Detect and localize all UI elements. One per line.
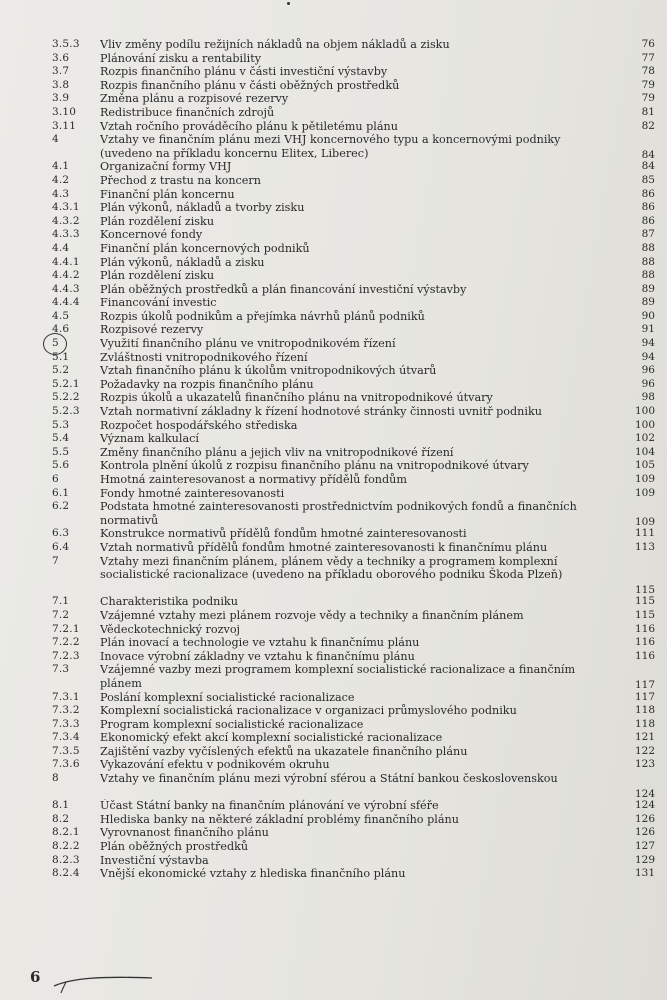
toc-entry-title: Plán rozdělení zisku [100,269,215,283]
toc-entry-number: 7.3.2 [52,704,80,717]
toc-entry [0,174,667,188]
toc-entry-number: 5.2.3 [52,405,80,418]
toc-entry-page: 87 [641,228,655,241]
toc-entry-number: 6.2 [52,500,70,513]
toc-entry-page: 115 [634,595,655,608]
toc-entry-number: 5.1 [52,350,70,363]
toc-entry-number: 8.2.3 [52,853,80,866]
toc-entry-number: 7.3 [52,663,70,676]
toc-entry-page: 82 [641,119,655,132]
toc-entry [0,228,667,242]
toc-entry-title: Vztah normativů přídělů fondům hmotné zainteresovanosti k finančnímu plánu [100,540,548,554]
toc-entry-title: Plánování zisku a rentability [100,51,262,65]
toc-entry-number: 7.1 [52,595,70,608]
toc-entry [0,867,667,881]
toc-entry-number: 4.6 [52,323,70,336]
toc-entry [0,215,667,229]
toc-entry-title: Charakteristika podniku [100,595,238,609]
toc-entry [0,52,667,66]
toc-entry-number: 6 [52,473,59,485]
top-mark [287,2,290,5]
toc-entry-page: 86 [641,187,655,200]
toc-entry-number: 7.3.6 [52,758,80,771]
toc-entry [0,79,667,93]
toc-entry [0,758,667,772]
toc-entry-page: 121 [634,731,655,744]
toc-entry-title: Financování investic [100,296,217,310]
toc-entry [0,609,667,623]
toc-entry-page: 96 [641,364,655,377]
toc-entry-title: Význam kalkulací [100,432,199,446]
toc-entry [0,718,667,732]
toc-entry-title: Zajištění vazby vyčíslených efektů na ukazatele finančního plánu [100,744,468,758]
toc-entry-number: 7.3.4 [52,731,80,744]
toc-entry-number: 8.2.1 [52,826,80,839]
toc-entry-number: 8 [52,772,59,785]
toc-entry-number: 4.4 [52,241,70,254]
toc-entry [0,446,667,460]
toc-entry-title: Zvláštnosti vnitropodnikového řízení [100,350,308,364]
toc-entry-page: 78 [641,65,655,78]
toc-entry-title: Fondy hmotné zainteresovanosti [100,486,285,500]
toc-entry-number: 4.4.1 [52,255,80,268]
toc-entry-page: 118 [634,717,655,730]
toc-entry-page: 90 [641,309,655,322]
toc-entry-title: Plán oběžných prostředků [100,840,249,854]
toc-entry-title: Konstrukce normativů přídělů fondům hmotné zainteresovanosti [100,527,467,541]
toc-entry-number: 8.1 [52,799,70,812]
toc-entry [0,419,667,433]
toc-entry-number: 3.11 [52,119,77,132]
toc-entry-page: 88 [641,241,655,254]
toc-entry-number: 3.10 [52,105,77,118]
toc-entry-title: Změna plánu a rozpisové rezervy [100,92,289,106]
toc-entry-title: Rozpočet hospodářského střediska [100,418,298,432]
toc-entry-page: 127 [634,840,655,853]
toc-entry-title: Podstata hmotné zainteresovanosti prostřednictvím podnikových fondů a finančních normativů [100,500,577,527]
toc-entry-number: 6.1 [52,486,70,499]
toc-entry-title: Změny finančního plánu a jejich vliv na vnitropodnikové řízení [100,445,454,459]
toc-entry-number: 4.3.3 [52,228,80,241]
toc-entry-title: Rozpis finančního plánu v části oběžných prostředků [100,78,400,92]
toc-entry-title: Finanční plán koncernu [100,187,235,201]
toc-entry [0,242,667,256]
toc-entry-number: 5 [52,337,59,350]
toc-entry [0,541,667,555]
toc-entry-number: 6.4 [52,540,70,553]
toc-entry-page: 88 [641,269,655,282]
toc-entry-number: 7 [52,554,59,567]
toc-entry-title: Přechod z trastu na koncern [100,173,261,187]
toc-entry-number: 4.3 [52,187,70,200]
toc-entry-page: 100 [634,418,655,431]
toc-entry-title: Účast Státní banky na finančním plánování ve výrobní sféře [100,799,439,813]
toc-entry-page: 105 [634,459,655,472]
toc-entry-page: 124 [634,787,655,800]
toc-entry-title: Redistribuce finančních zdrojů [100,105,275,119]
toc-entry-title: Požadavky na rozpis finančního plánu [100,377,314,391]
toc-entry-page: 109 [634,486,655,499]
toc-entry-number: 4 [52,133,59,146]
toc-entry-number: 7.2 [52,608,70,621]
toc-entry-title: Plán rozdělení zisku [100,214,215,228]
toc-entry-number: 7.3.5 [52,744,80,757]
toc-entry-page: 117 [634,678,655,691]
toc-entry-page: 123 [634,758,655,771]
toc-entry-number: 5.2.2 [52,391,80,404]
toc-entry-title: Program komplexní socialistické racionalizace [100,717,364,731]
toc-entry-page: 115 [634,608,655,621]
toc-entry-title: Vztahy mezi finančním plánem, plánem vědy a techniky a programem komplexní socialistické racionalizace (uvedeno na příkladu oborového podniku Škoda Plzeň) [100,554,563,582]
toc-entry [0,840,667,854]
toc-entry-number: 5.2.1 [52,377,80,390]
toc-entry-page: 84 [641,160,655,173]
toc-entry [0,378,667,392]
toc-entry-page: 118 [634,704,655,717]
toc-entry-title: Vztah ročního prováděcího plánu k pětiletému plánu [100,119,398,133]
toc-entry [0,663,667,690]
toc-entry [0,500,667,527]
toc-entry [0,555,667,596]
toc-entry-page: 115 [634,583,655,596]
toc-entry [0,704,667,718]
toc-entry [0,595,667,609]
toc-entry-page: 88 [641,255,655,268]
toc-entry [0,65,667,79]
toc-entry-page: 89 [641,282,655,295]
toc-entry-title: Plán inovací a technologie ve vztahu k finančnímu plánu [100,636,420,650]
toc-entry-number: 7.3.1 [52,690,80,703]
toc-entry-number: 4.3.2 [52,214,80,227]
toc-entry-page: 126 [634,812,655,825]
toc-entry [0,310,667,324]
toc-entry-page: 94 [641,337,655,350]
toc-entry [0,799,667,813]
toc-entry-number: 4.2 [52,173,70,186]
toc-entry [0,201,667,215]
toc-entry-title: Koncernové fondy [100,228,203,242]
toc-entry-page: 117 [634,690,655,703]
toc-entry-title: Hmotná zainteresovanost a normativy přídělů fondům [100,473,407,486]
toc-entry-page: 116 [634,622,655,635]
toc-entry [0,160,667,174]
toc-entry [0,772,667,799]
page-number: 6 [30,968,41,986]
toc-entry [0,623,667,637]
toc-entry-number: 8.2.2 [52,840,80,853]
toc-entry-page: 113 [634,540,655,553]
toc-entry [0,487,667,501]
toc-entry-number: 4.5 [52,309,70,322]
toc-entry-page: 122 [634,744,655,757]
toc-entry-title: Vědeckotechnický rozvoj [100,622,241,636]
toc-entry-title: Vliv změny podílu režijních nákladů na objem nákladů a zisku [100,38,450,51]
toc-entry [0,745,667,759]
toc-entry-page: 98 [641,391,655,404]
toc-entry-title: Vzájemné vazby mezi programem komplexní socialistické racionalizace a finančním plánem [100,663,576,690]
toc-entry-page: 104 [634,445,655,458]
toc-entry-page: 124 [634,799,655,812]
toc-entry [0,351,667,365]
toc-entry [0,650,667,664]
toc-entry [0,391,667,405]
toc-entry-title: Vyrovnanost finančního plánu [100,826,269,840]
toc-entry-title: Vnější ekonomické vztahy z hlediska finančního plánu [100,867,406,881]
toc-entry-number: 4.4.2 [52,269,80,282]
toc-entry-number: 5.2 [52,364,70,377]
toc-entry-page: 116 [634,636,655,649]
toc-entry-page: 111 [634,527,655,540]
toc-entry-page: 79 [641,78,655,91]
toc-entry [0,337,667,351]
toc-entry-page: 86 [641,214,655,227]
toc-entry-title: Vykazování efektu v podnikovém okruhu [100,758,330,772]
toc-entry-number: 5.3 [52,418,70,431]
toc-entry-page: 96 [641,377,655,390]
toc-entry [0,854,667,868]
toc-entry-page: 81 [641,105,655,118]
toc-entry-number: 4.4.4 [52,296,80,309]
toc-entry-number: 7.3.3 [52,717,80,730]
toc-entry-title: Rozpis úkolů a ukazatelů finančního plánu na vnitropodnikové útvary [100,391,493,405]
toc-entry [0,527,667,541]
toc-entry-number: 3.8 [52,78,70,91]
toc-entry-title: Rozpis finančního plánu v části investiční výstavby [100,65,388,79]
toc-entry [0,473,667,487]
toc-entry-page: 102 [634,432,655,445]
toc-entry-page: 79 [641,92,655,105]
table-of-contents [0,38,667,881]
toc-entry-title: Plán výkonů, nákladů a tvorby zisku [100,201,305,215]
toc-entry-number: 3.9 [52,92,70,105]
toc-entry-number: 7.2.1 [52,622,80,635]
toc-entry-page: 109 [634,515,655,528]
toc-entry-page: 100 [634,405,655,418]
toc-entry-title: Investiční výstavba [100,853,209,867]
toc-entry [0,38,667,52]
toc-entry [0,813,667,827]
toc-entry-page: 94 [641,350,655,363]
toc-entry-title: Rozpisové rezervy [100,323,204,337]
toc-entry-page: 129 [634,853,655,866]
toc-entry-page: 84 [641,148,655,161]
toc-entry [0,133,667,160]
toc-entry-title: Plán oběžných prostředků a plán financování investiční výstavby [100,282,467,296]
toc-entry-number: 6.3 [52,527,70,540]
toc-entry [0,283,667,297]
toc-entry-title: Vztah normativní základny k řízení hodnotové stránky činnosti uvnitř podniku [100,405,542,419]
toc-entry-number: 4.3.1 [52,201,80,214]
toc-entry [0,188,667,202]
toc-entry-number: 3.5.3 [52,38,80,50]
toc-entry-page: 91 [641,323,655,336]
toc-entry-number: 3.7 [52,65,70,78]
toc-entry [0,92,667,106]
toc-entry-page: 116 [634,649,655,662]
handwritten-stroke-icon [52,972,162,994]
toc-entry-title: Inovace výrobní základny ve vztahu k finančnímu plánu [100,649,415,663]
toc-entry-number: 5.4 [52,432,70,445]
toc-entry [0,826,667,840]
toc-entry-title: Hlediska banky na některé základní problémy finančního plánu [100,812,459,826]
toc-entry [0,323,667,337]
toc-entry-title: Komplexní socialistická racionalizace v organizaci průmyslového podniku [100,704,517,718]
toc-entry [0,296,667,310]
toc-entry-page: 86 [641,201,655,214]
toc-entry-page: 126 [634,826,655,839]
toc-entry-number: 7.2.3 [52,649,80,662]
toc-entry-number: 5.5 [52,445,70,458]
toc-entry [0,120,667,134]
toc-entry-title: Vztahy ve finančním plánu mezi VHJ koncernového typu a koncernovými podniky (uvedeno na příkladu koncernu Elitex, Liberec) [100,133,561,160]
toc-entry-title: Vztah finančního plánu k úkolům vnitropodnikových útvarů [100,364,437,378]
toc-entry-title: Vzájemné vztahy mezi plánem rozvoje vědy a techniky a finančním plánem [100,608,524,622]
toc-entry [0,106,667,120]
toc-entry-number: 4.1 [52,160,70,173]
toc-entry [0,364,667,378]
toc-entry [0,432,667,446]
toc-entry [0,459,667,473]
toc-entry-page: 85 [641,173,655,186]
toc-entry-title: Vztahy ve finančním plánu mezi výrobní sférou a Státní bankou československou [100,772,558,786]
toc-entry [0,256,667,270]
toc-entry [0,731,667,745]
toc-entry [0,636,667,650]
toc-entry-page: 131 [634,867,655,880]
toc-entry-number: 8.2.4 [52,867,80,880]
toc-entry [0,405,667,419]
toc-entry-number: 4.4.3 [52,282,80,295]
toc-entry-title: Finanční plán koncernových podniků [100,241,310,255]
toc-entry-number: 8.2 [52,812,70,825]
toc-entry-title: Využití finančního plánu ve vnitropodnikovém řízení [100,337,396,351]
toc-entry-number: 5.6 [52,459,70,472]
toc-entry-title: Plán výkonů, nákladů a zisku [100,255,265,269]
toc-entry-title: Organizační formy VHJ [100,160,232,174]
toc-entry-page: 89 [641,296,655,309]
toc-entry-title: Poslání komplexní socialistické racionalizace [100,690,355,704]
toc-entry [0,691,667,705]
toc-entry-title: Kontrola plnění úkolů z rozpisu finančního plánu na vnitropodnikové útvary [100,459,529,473]
toc-entry-page: 109 [634,473,655,485]
toc-entry-page: 77 [641,51,655,64]
toc-entry-title: Ekonomický efekt akcí komplexní socialistické racionalizace [100,731,443,745]
toc-entry-title: Rozpis úkolů podnikům a přejímka návrhů plánů podniků [100,309,425,323]
toc-entry [0,269,667,283]
toc-entry-page: 76 [641,38,655,50]
toc-entry-number: 7.2.2 [52,636,80,649]
toc-entry-number: 3.6 [52,51,70,64]
